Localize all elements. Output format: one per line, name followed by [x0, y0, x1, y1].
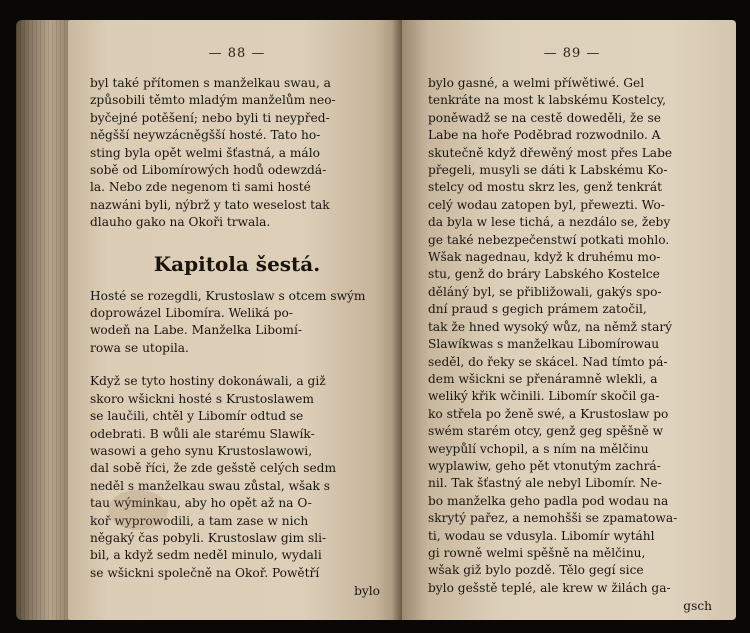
chapter-summary: Hosté se rozegdli, Krustoslaw s otcem swým doprowázel Libomíra. Weliká po- wodeň na Labe. Manželka Libomí- rowa se utopila.	[90, 288, 366, 355]
left-page	[68, 20, 402, 620]
open-book	[10, 8, 740, 625]
right-paragraph: bylo gasné, a welmi příwětiwé. Gel tenkráte na most k labskému Kostelcy, poněwadž se na cestě doweděli, že se Labe na hoře Poděbrad rozwodnilo. A skutečně když dřewěný most přes Labe přegeli, musyli se dáti k Labskému Ko- stelcy od mostu skrz les, genž tenkrát celý wodau zatopen byl, přewezti. Wo- da byla w lese tichá, a nezdálo se, žeby ge také nebezpečenstwí potkati mohlo. Wšak nagednau, když k druhému mo- stu, genž do bráry Labského Kostelce děláný byl, se přibližowali, gakýs spo- dní praud s gegich prámem zatočil, tak že hned wysoký wůz, na němž starý Slawíkwas s manželkau Libomírowau seděl, do řeky se skácel. Nad tímto pá- dem wšickni se přenáramně wlekli, a weliký křik wčinili. Libomír skočil ga- ko střela po ženě swé, a Krustoslaw po swém starém otcy, genž geg spěšně w weypůlí vchopil, a s ním na mělčinu wyplawiw, geho pět vtonutým zachrá- nil. Tak šťastný ale nebyl Libomír. Ne- bo manželka geho padla pod wodau na skrytý pařez, a nemohšši se zpamatowa- ti, wodau se vdusyla. Libomír wytáhl gi rowně welmi spěšně na mělčinu, wšak giž bylo pozdě. Tělo gegí sice bylo gešstě teplé, ale krew w žilách ga-	[428, 76, 678, 595]
left-catchword: bylo	[354, 584, 380, 599]
left-paragraph-bottom: Když se tyto hostiny dokonáwali, a giž skoro wšickni hosté s Krustoslawem se laučili, chtěl y Libomír odtud se odebrati. B wůli ale starému Slawík- wasowi a geho synu Krustoslawowi, dal sobě říci, že zde gešstě celých sedm neděl s manželkau swau zůstal, wšak s tau wýminkau, aby ho opět až na O- koř wyprowodili, a tam zase w nich něgaký čas pobyli. Krustoslaw gim sli- bil, a když sedm neděl minulo, wydali se wšickni společně na Okoř. Powětří	[90, 374, 337, 580]
left-page-number: — 88 —	[208, 46, 266, 61]
left-paragraph-top: byl také přítomen s manželkau swau, a způsobili těmto mladým manželům neo- byčejné potěšení; nebo byli ti neypřed- něgšší neywzácněgšší hosté. Tato ho- sting byla opět welmi šťastná, a málo sobě od Libomírowých hodů odewzdá- la. Nebo zde negenom ti sami hosté nazwáni byli, nýbrž y tato weselost tak dlauho gako na Okoři trwala.	[90, 76, 336, 230]
right-page	[402, 20, 736, 620]
chapter-title: Kapitola šestá.	[153, 251, 321, 276]
foxing-stain	[108, 490, 168, 530]
right-catchword: gsch	[683, 599, 712, 614]
right-page-number: — 89 —	[543, 46, 601, 61]
